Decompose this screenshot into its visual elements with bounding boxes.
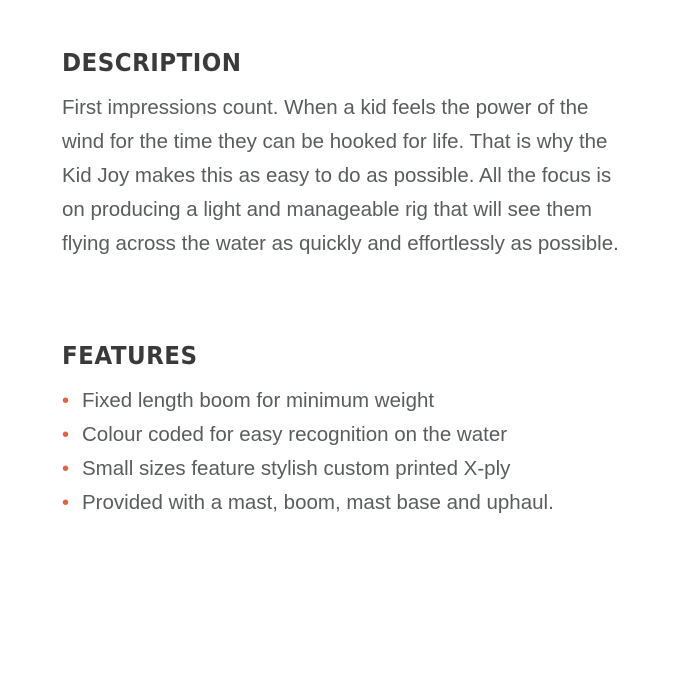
feature-text: Small sizes feature stylish custom printed X-ply <box>82 457 511 480</box>
description-heading: DESCRIPTION <box>62 48 242 77</box>
list-item <box>62 418 638 452</box>
list-item <box>62 384 638 418</box>
feature-text: Fixed length boom for minimum weight <box>82 389 435 412</box>
feature-text: Provided with a mast, boom, mast base and uphaul. <box>82 491 554 514</box>
bullet-icon: • <box>62 390 70 412</box>
list-item <box>62 486 638 520</box>
features-heading: FEATURES <box>62 341 198 370</box>
bullet-icon: • <box>62 492 70 514</box>
bullet-icon: • <box>62 458 70 480</box>
feature-text: Colour coded for easy recognition on the water <box>82 423 508 446</box>
features-list <box>62 384 638 520</box>
bullet-icon: • <box>62 424 70 446</box>
description-section <box>62 48 638 261</box>
list-item <box>62 452 638 486</box>
features-section <box>62 341 638 520</box>
description-paragraph: First impressions count. When a kid feels the power of the wind for the time they can be hooked for life. That is why the Kid Joy makes this as easy to do as possible. All the focus is on producing a light and manageable rig that will see them flying across the water as quickly and effortlessly as possible. <box>62 96 619 255</box>
